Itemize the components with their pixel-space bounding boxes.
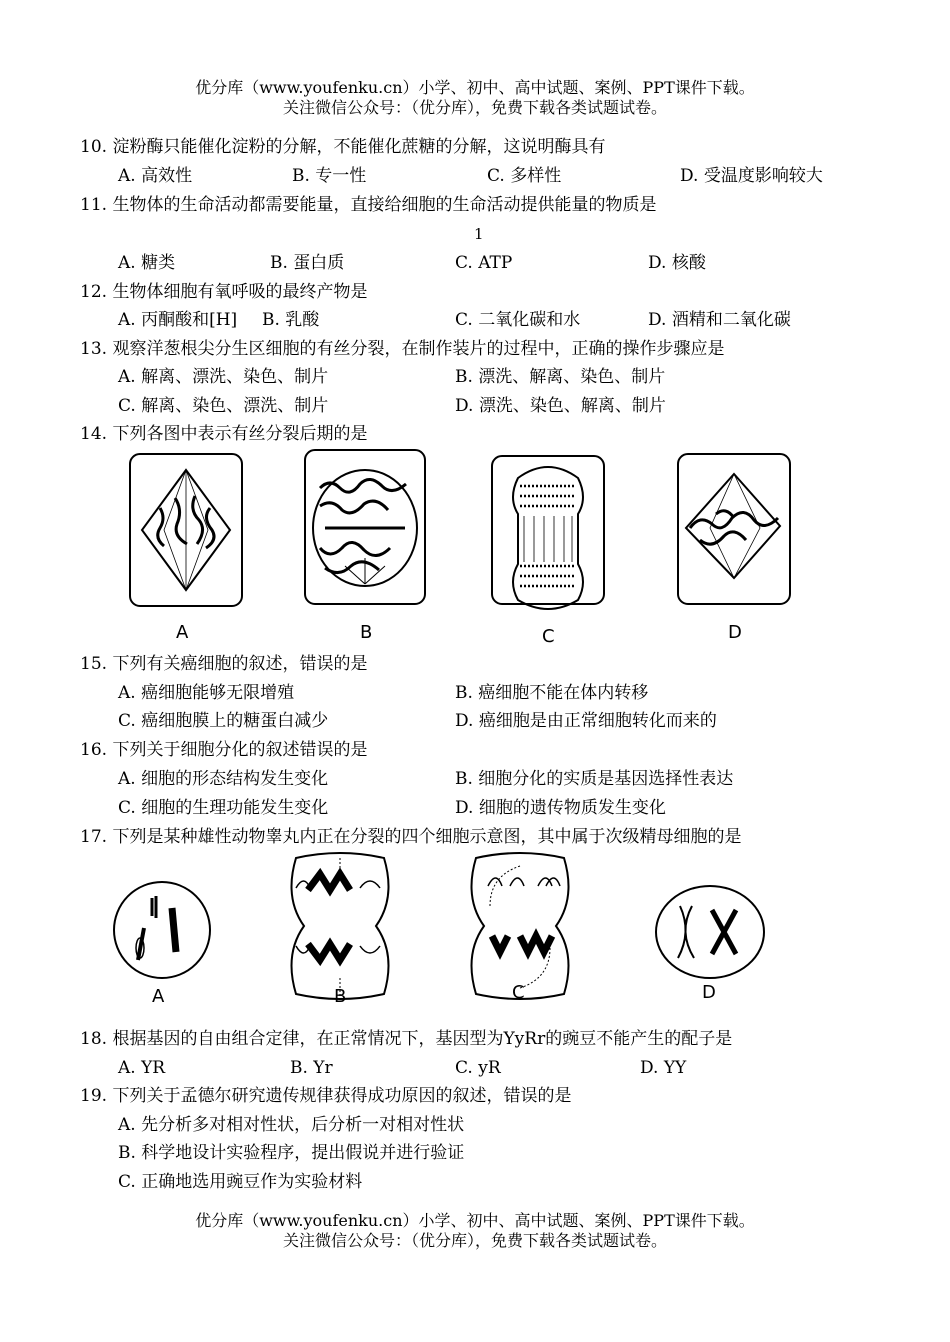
- option-b: B. 专一性: [292, 166, 367, 186]
- figure-label-b: B: [334, 986, 347, 1007]
- question-10: [80, 136, 605, 158]
- question-number: 16.: [80, 740, 108, 760]
- option-d: D. 酒精和二氧化碳: [648, 310, 791, 330]
- question-stem: 淀粉酶只能催化淀粉的分解，不能催化蔗糖的分解，这说明酶具有: [112, 137, 606, 157]
- option-c: C. 癌细胞膜上的糖蛋白减少: [118, 711, 329, 731]
- question-stem: 下列关于孟德尔研究遗传规律获得成功原因的叙述，错误的是: [112, 1086, 572, 1106]
- page-number: 1: [474, 225, 484, 243]
- figure-label-a: A: [176, 622, 189, 643]
- question-number: 11.: [80, 195, 108, 215]
- question-number: 13.: [80, 339, 108, 359]
- option-a: A. YR: [118, 1058, 166, 1078]
- option-d: D. 癌细胞是由正常细胞转化而来的: [455, 711, 717, 731]
- question-stem: 根据基因的自由组合定律，在正常情况下，基因型为YyRr的豌豆不能产生的配子是: [112, 1029, 733, 1049]
- question-19: [80, 1085, 571, 1107]
- option-a: A. 癌细胞能够无限增殖: [118, 683, 295, 703]
- question-number: 12.: [80, 282, 108, 302]
- question-12: [80, 281, 367, 303]
- question-stem: 下列关于细胞分化的叙述错误的是: [112, 740, 368, 760]
- figure-label-c: C: [512, 982, 525, 1003]
- option-b: B. 漂洗、解离、染色、制片: [455, 367, 666, 387]
- question-stem: 下列是某种雄性动物睾丸内正在分裂的四个细胞示意图，其中属于次级精母细胞的是: [112, 827, 742, 847]
- option-c: C. 多样性: [487, 166, 562, 186]
- header-line-2: 关注微信公众号：（优分库），免费下载各类试题试卷。: [282, 98, 667, 117]
- meiosis-cell-d: [656, 886, 764, 978]
- question-11: [80, 194, 656, 216]
- option-d: D. 核酸: [648, 253, 706, 273]
- option-d: D. YY: [640, 1058, 687, 1078]
- mitosis-cell-a: [130, 454, 242, 606]
- figure-label-d: D: [728, 622, 742, 643]
- option-b: B. Yr: [290, 1058, 333, 1078]
- footer-line-1: 优分库（www.youfenku.cn）小学、初中、高中试题、案例、PPT课件下载。: [195, 1211, 755, 1230]
- question-18: [80, 1028, 732, 1050]
- question-14: [80, 423, 367, 445]
- option-d: D. 漂洗、染色、解离、制片: [455, 396, 666, 416]
- option-a: A. 细胞的形态结构发生变化: [118, 769, 329, 789]
- footer-line-2: 关注微信公众号：（优分库），免费下载各类试题试卷。: [282, 1231, 667, 1250]
- question-stem: 下列各图中表示有丝分裂后期的是: [112, 424, 368, 444]
- question-stem: 生物体的生命活动都需要能量，直接给细胞的生命活动提供能量的物质是: [112, 195, 657, 215]
- mitosis-cell-c: [492, 456, 604, 609]
- question-number: 17.: [80, 827, 108, 847]
- option-c: C. ATP: [455, 253, 513, 273]
- option-a: A. 先分析多对相对性状，后分析一对相对性状: [118, 1115, 465, 1135]
- question-number: 15.: [80, 654, 108, 674]
- option-c: C. 细胞的生理功能发生变化: [118, 798, 329, 818]
- option-b: B. 科学地设计实验程序，提出假说并进行验证: [118, 1143, 465, 1163]
- option-d: D. 细胞的遗传物质发生变化: [455, 798, 666, 818]
- question-13: [80, 338, 724, 360]
- question-16: [80, 739, 367, 761]
- header-line-1: 优分库（www.youfenku.cn）小学、初中、高中试题、案例、PPT课件下载。: [195, 78, 755, 97]
- question-stem: 下列有关癌细胞的叙述，错误的是: [112, 654, 368, 674]
- option-c: C. 正确地选用豌豆作为实验材料: [118, 1172, 363, 1192]
- option-a: A. 糖类: [118, 253, 176, 273]
- question-stem: 生物体细胞有氧呼吸的最终产物是: [112, 282, 368, 302]
- meiosis-cell-c: [472, 853, 569, 999]
- mitosis-cell-d: [678, 454, 790, 604]
- option-c: C. yR: [455, 1058, 501, 1078]
- option-a: A. 丙酮酸和[H]: [118, 310, 238, 330]
- meiosis-cell-b: [292, 853, 389, 999]
- figure-label-c: C: [542, 626, 555, 647]
- option-b: B. 癌细胞不能在体内转移: [455, 683, 649, 703]
- option-b: B. 蛋白质: [270, 253, 345, 273]
- page-header: [0, 78, 950, 118]
- question-number: 14.: [80, 424, 108, 444]
- mitosis-figures: [120, 448, 840, 648]
- question-15: [80, 653, 367, 675]
- meiosis-figures: [100, 848, 780, 1008]
- option-d: D. 受温度影响较大: [680, 166, 823, 186]
- question-17: [80, 826, 741, 848]
- option-b: B. 乳酸: [262, 310, 320, 330]
- figure-label-d: D: [702, 982, 716, 1003]
- question-stem: 观察洋葱根尖分生区细胞的有丝分裂，在制作装片的过程中，正确的操作步骤应是: [112, 339, 725, 359]
- option-a: A. 解离、漂洗、染色、制片: [118, 367, 329, 387]
- question-number: 10.: [80, 137, 108, 157]
- question-number: 18.: [80, 1029, 108, 1049]
- question-number: 19.: [80, 1086, 108, 1106]
- figure-label-a: A: [152, 986, 165, 1007]
- option-b: B. 细胞分化的实质是基因选择性表达: [455, 769, 734, 789]
- mitosis-cell-b: [305, 450, 425, 604]
- option-c: C. 二氧化碳和水: [455, 310, 581, 330]
- meiosis-cell-a: [114, 882, 210, 978]
- page-footer: [0, 1211, 950, 1251]
- option-c: C. 解离、染色、漂洗、制片: [118, 396, 329, 416]
- option-a: A. 高效性: [118, 166, 193, 186]
- figure-label-b: B: [360, 622, 373, 643]
